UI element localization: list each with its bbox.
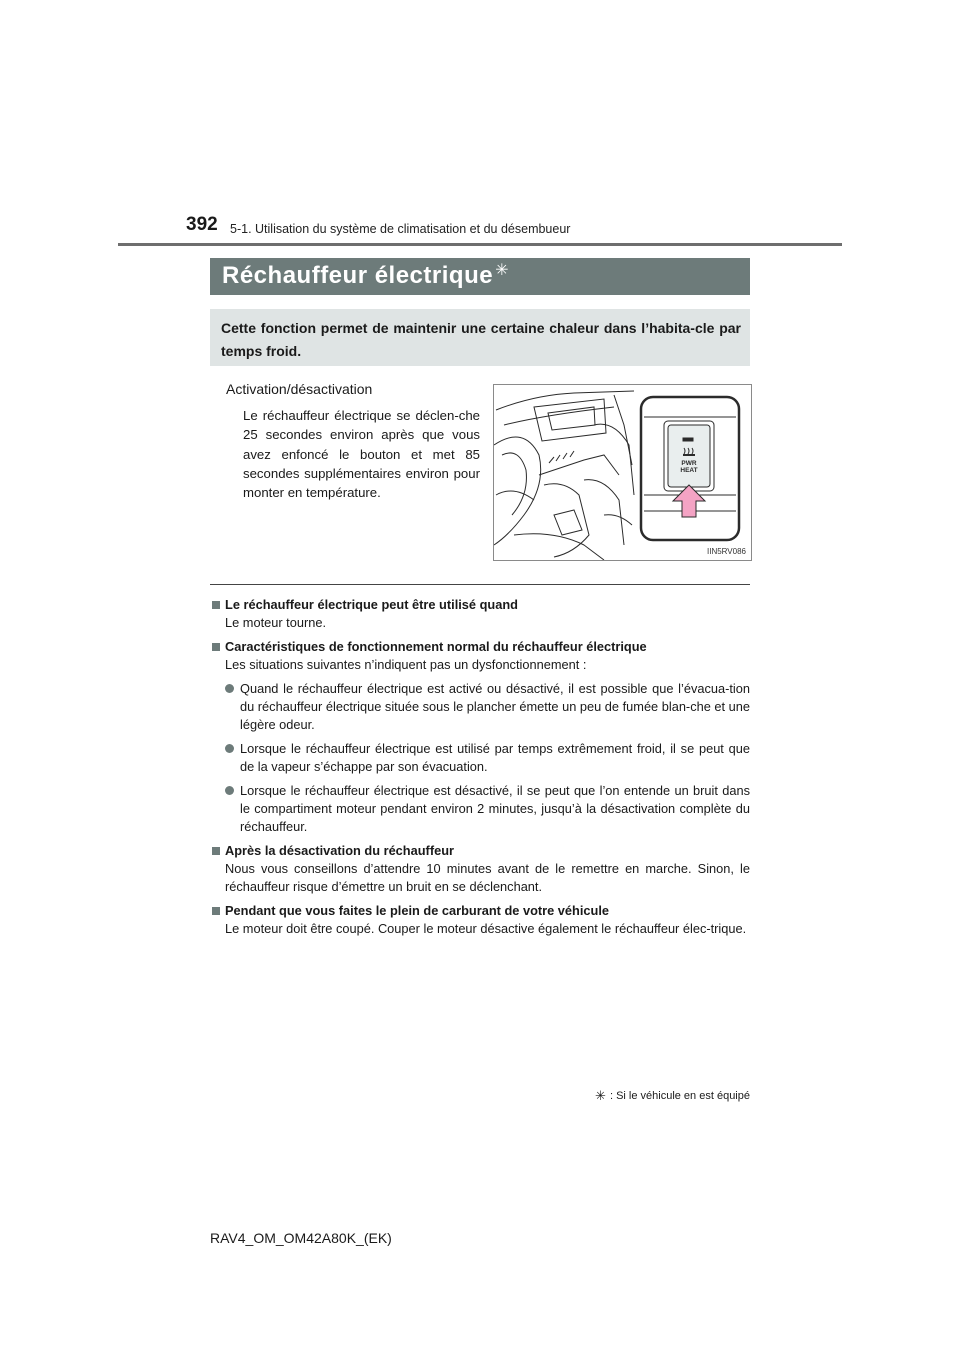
notes-section [212,596,750,944]
square-bullet-icon [212,847,220,855]
button-label-line2: HEAT [680,467,698,474]
note-heading: Caractéristiques de fonctionnement normal du réchauffeur électrique [212,638,750,656]
note-heading: Après la désactivation du réchauffeur [212,842,750,860]
page-number: 392 [186,214,218,235]
activation-heading: Activation/désactivation [226,381,373,397]
dashboard-illustration [494,385,751,560]
title-bar [210,258,750,295]
note-body: Le moteur doit être coupé. Couper le moteur désactive également le réchauffeur élec-trique. [225,921,747,936]
intro-text: Cette fonction permet de maintenir une certaine chaleur dans l’habita-cle par temps froid. [221,320,741,359]
list-item: Lorsque le réchauffeur électrique est utilisé par temps extrêmement froid, il se peut que de la vapeur s’échappe par son évacuation. [225,740,750,776]
square-bullet-icon [212,643,220,651]
note-block [212,596,750,632]
asterisk-icon: ✳ [495,262,509,279]
intro-box [210,309,750,366]
footnote [595,1088,750,1104]
page-title: Réchauffeur électrique ✳ [222,262,509,289]
section-reference: 5-1. Utilisation du système de climatisation et du désembueur [230,222,571,236]
note-body: Les situations suivantes n’indiquent pas un dysfonctionnement : [225,657,587,672]
note-block [212,638,750,836]
list-item: Lorsque le réchauffeur électrique est désactivé, il se peut que l’on entende un bruit dans le compartiment moteur pendant environ 2 minutes, jusqu’à la désactivation complète du réchauffeur. [225,782,750,836]
figure-code: IIN5RV086 [707,547,746,556]
asterisk-icon: ✳ [595,1088,606,1103]
section-divider [210,584,750,585]
square-bullet-icon [212,907,220,915]
list-item: Quand le réchauffeur électrique est activé ou désactivé, il est possible que l’évacua-tion du réchauffeur électrique située sous le plancher émette un peu de fumée blan-che et une légère odeur. [225,680,750,734]
note-heading: Pendant que vous faites le plein de carburant de votre véhicule [212,902,750,920]
footnote-text: : Si le véhicule en est équipé [609,1090,750,1102]
circle-bullet-icon [225,786,234,795]
circle-bullet-icon [225,744,234,753]
document-id: RAV4_OM_OM42A80K_(EK) [210,1230,392,1246]
header-rule [118,243,842,246]
activation-body: Le réchauffeur électrique se déclen-che 25 secondes environ après que vous avez enfoncé le bouton et met 85 secondes supplémentaires environ pour monter en température. [243,408,480,501]
button-label-line1: PWR [681,460,697,467]
note-block [212,842,750,896]
note-body: Nous vous conseillons d’attendre 10 minutes avant de le remettre en marche. Sinon, le réchauffeur risque d’émettre un bruit en se déclenchant. [225,861,750,894]
circle-bullet-icon [225,684,234,693]
figure-illustration [493,384,752,561]
note-body: Le moteur tourne. [225,615,327,630]
square-bullet-icon [212,601,220,609]
note-block [212,902,750,938]
note-heading: Le réchauffeur électrique peut être utilisé quand [212,596,750,614]
